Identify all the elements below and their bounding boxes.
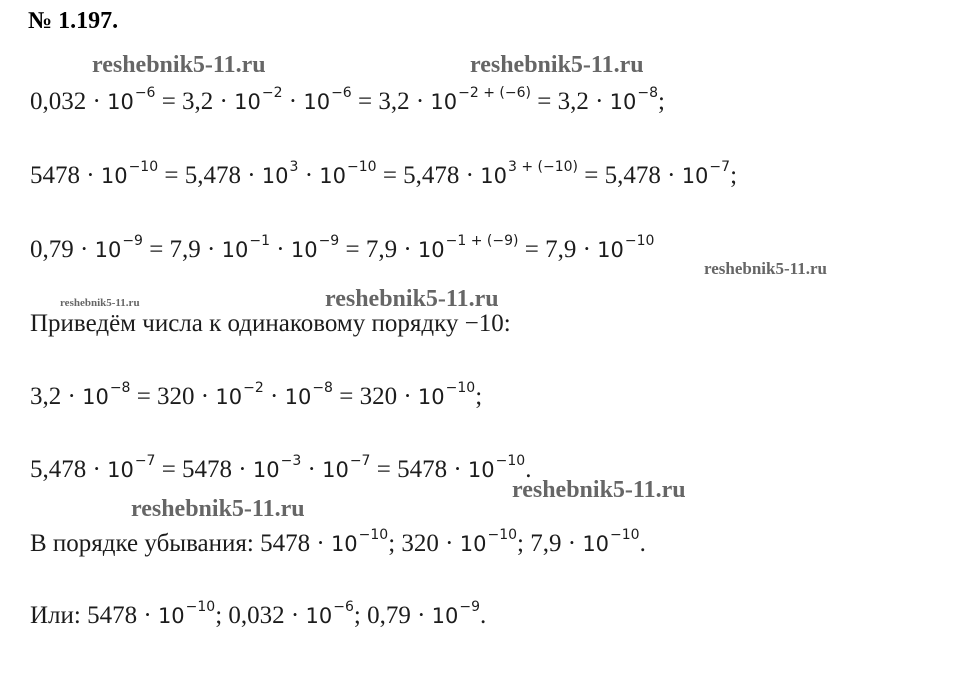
equation-line-5: $3,2 \cdot 10^{-8} = 320 \cdot 10^{-2} \cdot 10^{-8} = 320 \cdot 10^{-10}$;: [30, 380, 483, 410]
watermark: reshebnik5-11.ru: [325, 286, 499, 312]
equation-line-1: $0,032 \cdot 10^{-6} = 3,2 \cdot 10^{-2} \cdot 10^{-6} = 3,2 \cdot 10^{-2 + (-6)} = 3,2 \cdot 10^{-8}$;: [30, 85, 665, 115]
watermark: reshebnik5-11.ru: [92, 52, 266, 78]
problem-title: № 1.197.: [28, 8, 119, 34]
equation-line-6: $5,478 \cdot 10^{-7} = 5478 \cdot 10^{-3} \cdot 10^{-7} = 5478 \cdot 10^{-10}$.: [30, 453, 532, 483]
text-line-descending: В порядке убывания: $5478 \cdot 10^{-10}$; $320 \cdot 10^{-10}$; $7,9 \cdot 10^{-10}$.: [30, 527, 646, 557]
watermark: reshebnik5-11.ru: [60, 297, 140, 309]
equation-line-3: $0,79 \cdot 10^{-9} = 7,9 \cdot 10^{-1} \cdot 10^{-9} = 7,9 \cdot 10^{-1 + (-9)} = 7,9 \cdot 10^{-10}$: [30, 233, 655, 263]
watermark: reshebnik5-11.ru: [704, 259, 827, 278]
watermark: reshebnik5-11.ru: [131, 496, 305, 522]
watermark: reshebnik5-11.ru: [512, 477, 686, 503]
text-line-same-order: Приведём числа к одинаковому порядку −10:: [30, 310, 511, 337]
watermark: reshebnik5-11.ru: [470, 52, 644, 78]
text-line-answer: Или: $5478 \cdot 10^{-10}$; $0,032 \cdot 10^{-6}$; $0,79 \cdot 10^{-9}$.: [30, 599, 487, 629]
equation-line-2: $5478 \cdot 10^{-10} = 5,478 \cdot 10^3 \cdot 10^{-10} = 5,478 \cdot 10^{3 + (-10)} = 5,478 \cdot 10^{-7}$;: [30, 159, 738, 189]
